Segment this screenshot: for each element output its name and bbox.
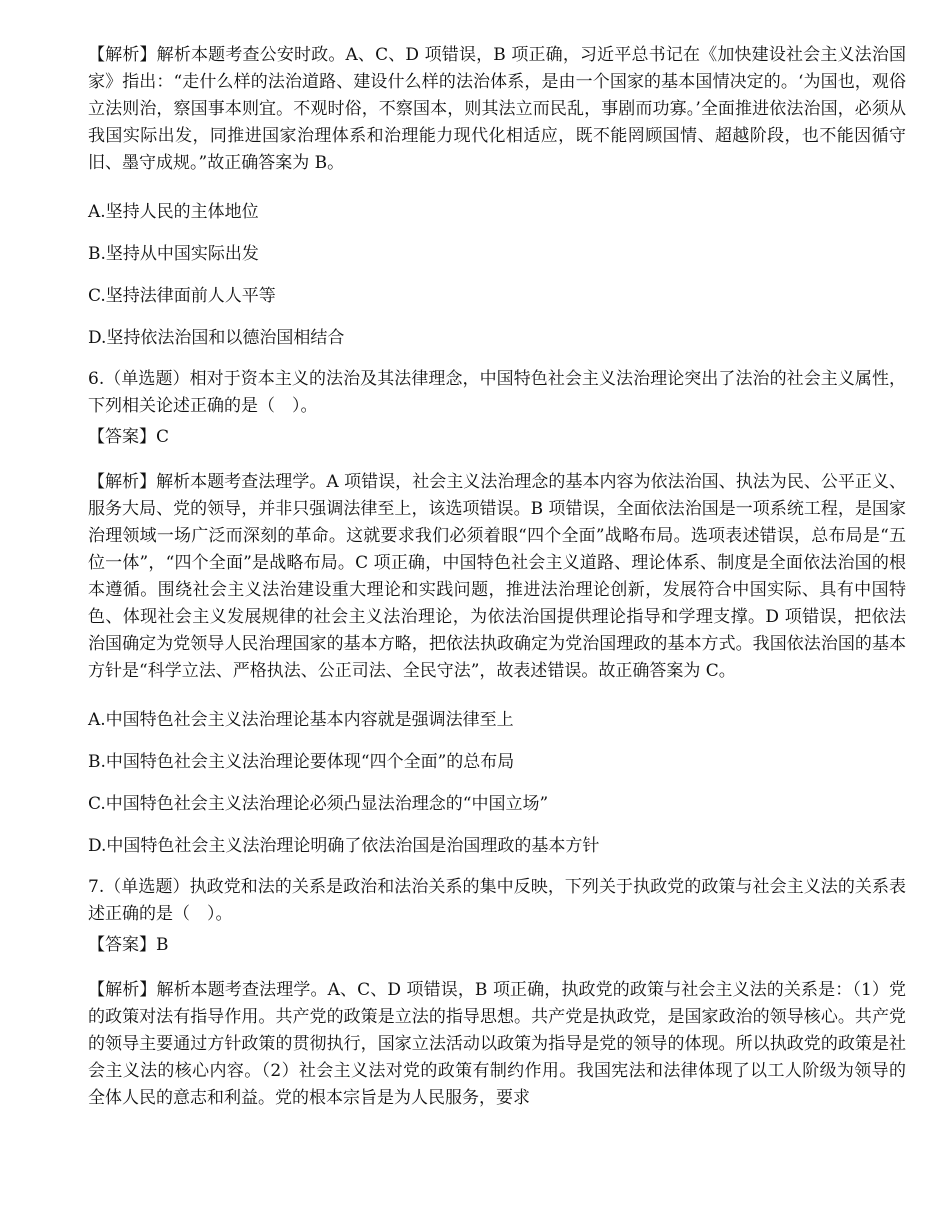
option-b-q6: B.中国特色社会主义法治理论要体现“四个全面”的总布局 (88, 752, 515, 772)
analysis-q6: 【解析】解析本题考查法理学。A 项错误，社会主义法治理念的基本内容为依法治国、执法为民、公平正义、服务大局、党的领导，并非只强调法律至上，该选项错误。B 项错误，全面依法治国是一项系统工程，是国家治理领域一场广泛而深刻的革命。这就要求我们必须着眼“四个全面”战略布局。选项表述错误，总布局是“五位一体”，“四个全面”是战略布局。C 项正确，中国特色社会主义道路、理论体系、制度是全面依法治国的根本遵循。围绕社会主义法治建设重大理论和实践问题，推进法治理论创新，发展符合中国实际、具有中国特色、体现社会主义发展规律的社会主义法治理论，为依法治国提供理论指导和学理支撑。D 项错误，把依法治国确定为党领导人民治理国家的基本方略，把依法执政确定为党治国理政的基本方式。我国依法治国的基本方针是“科学立法、严格执法、公正司法、全民守法”，故表述错误。故正确答案为 C。 (88, 472, 906, 681)
option-c-q6: C.中国特色社会主义法治理论必须凸显法治理念的“中国立场” (88, 794, 549, 814)
analysis-q5: 【解析】解析本题考查公安时政。A、C、D 项错误，B 项正确，习近平总书记在《加快建设社会主义法治国家》指出：“走什么样的法治道路、建设什么样的法治体系，是由一个国家的基本国情决定的。‘为国也，观俗立法则治，察国事本则宜。不观时俗，不察国本，则其法立而民乱，事剧而功寡。’全面推进依法治国，必须从我国实际出发，同推进国家治理体系和治理能力现代化相适应，既不能罔顾国情、超越阶段，也不能因循守旧、墨守成规。”故正确答案为 B。 (88, 45, 906, 173)
option-c-q5: C.坚持法律面前人人平等 (88, 286, 276, 306)
option-a-q5: A.坚持人民的主体地位 (88, 202, 259, 222)
option-d-q5: D.坚持依法治国和以德治国相结合 (88, 328, 345, 348)
option-a-q6: A.中国特色社会主义法治理论基本内容就是强调法律至上 (88, 710, 514, 730)
question-6: 6.（单选题）相对于资本主义的法治及其法律理念，中国特色社会主义法治理论突出了法治的社会主义属性，下列相关论述正确的是（ ）。 (88, 369, 906, 416)
answer-q7: 【答案】B (88, 935, 169, 955)
analysis-q7: 【解析】解析本题考查法理学。A、C、D 项错误，B 项正确，执政党的政策与社会主义法的关系是：（1）党的政策对法有指导作用。共产党的政策是立法的指导思想。共产党是执政党，是国家政治的领导核心。共产党的领导主要通过方针政策的贯彻执行，国家立法活动以政策为指导是党的领导的体现。所以执政党的政策是社会主义法的核心内容。（2）社会主义法对党的政策有制约作用。我国宪法和法律体现了以工人阶级为领导的全体人民的意志和利益。党的根本宗旨是为人民服务，要求 (88, 980, 906, 1108)
option-b-q5: B.坚持从中国实际出发 (88, 244, 259, 264)
option-d-q6: D.中国特色社会主义法治理论明确了依法治国是治国理政的基本方针 (88, 836, 600, 856)
question-7: 7.（单选题）执政党和法的关系是政治和法治关系的集中反映，下列关于执政党的政策与社会主义法的关系表述正确的是（ ）。 (88, 877, 906, 924)
answer-q6: 【答案】C (88, 427, 170, 447)
